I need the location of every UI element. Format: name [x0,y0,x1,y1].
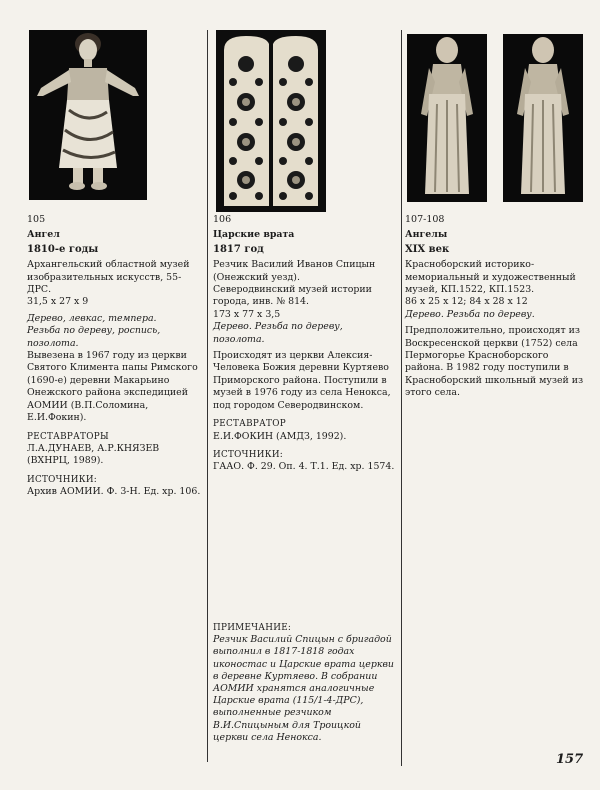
column-divider [207,30,208,762]
entry-material: Дерево, левкас, темпера. [27,312,157,324]
entry-text [213,214,397,474]
restorers-text: Л.А.ДУНАЕВ, А.Р.КНЯЗЕВ (ВХНРЦ, 1989). [27,442,160,467]
entry-number: 107-108 [405,214,445,225]
catalog-entry-106 [213,0,397,790]
entry-dimensions: 31,5 x 27 x 9 [27,296,89,308]
entry-material: Дерево. Резьба по дереву, позолота. [213,321,343,345]
entry-number: 105 [27,214,46,225]
entry-title: Царские врата [213,229,295,241]
angel-sculpture-photo [29,30,147,200]
entry-collection: Архангельский областной музей изобразительных искусств, 55-ДРС. [27,259,190,296]
entry-date: XIX век [405,243,450,255]
restorer-heading: РЕСТАВРАТОР [213,419,286,430]
entry-number: 106 [213,214,232,225]
entry-carver: Резчик Василий Иванов Спицын (Онежский уезд). [213,259,376,283]
angel-figure-right [503,34,583,202]
catalog-entry-107-108 [405,0,585,790]
royal-doors-photo [216,30,326,212]
entry-collection: Красноборский историко-мемориальный и художественный музей, КП.1522, КП.1523. [405,259,576,296]
entry-dimensions: 173 x 77 x 3,5 [213,308,281,320]
angel-photo-left [407,34,487,202]
entry-date: 1817 год [213,243,264,255]
sources-text: ГААО. Ф. 29. Оп. 4. Т.1. Ед. хр. 1574. [213,461,395,473]
note-text: Резчик Василий Спицын с бригадой выполнил в 1817-1818 годах иконостас и Царские врата церкви в деревне Куртяево. В собрании АОМИИ хранятся аналогичные Царские врата (115/1-4-ДРС), выполненные резчиком В.И.Спицыным для Троицкой церкви села Ненокса. [213,634,394,743]
sources-heading: ИСТОЧНИКИ: [27,474,98,485]
note-heading: ПРИМЕЧАНИЕ: [213,623,292,633]
entry-text [27,214,202,499]
angel-photo-right [503,34,583,202]
entry-collection: Северодвинский музей истории города, инв. № 814. [213,284,372,308]
entry-text [405,214,585,400]
entry-dimensions: 86 x 25 x 12; 84 x 28 x 12 [405,296,528,308]
angel-figure-left [407,34,487,202]
royal-doors-carving [216,30,326,212]
angel-sculpture-figure [29,30,147,200]
entry-date: 1810-е годы [27,243,99,255]
column-divider [401,30,402,766]
sources-text: Архив АОМИИ. Ф. 3-Н. Ед. хр. 106. [27,486,201,498]
restorer-text: Е.И.ФОКИН (АМДЗ, 1992). [213,430,347,442]
entry-provenance: Происходят из церкви Алексия-Человека Божия деревни Куртяево Приморского района. Поступили в музей в 1976 году из села Ненокса, под городом Северодвинском. [213,350,391,411]
entry-material: Дерево. Резьба по дереву. [405,308,535,320]
page-number: 157 [556,752,584,767]
entry-title: Ангел [27,229,60,241]
restorers-heading: РЕСТАВРАТОРЫ [27,431,109,442]
entry-provenance: Предположительно, происходят из Воскресенской церкви (1752) села Пермогорье Красноборского района. В 1982 году поступили в Красноборский школьный музей из этого села. [405,325,584,399]
entry-title: Ангелы [405,229,448,241]
sources-heading: ИСТОЧНИКИ: [213,449,284,460]
entry-note [213,622,397,744]
entry-provenance: Вывезена в 1967 году из церкви Святого Климента папы Римского (1690-е) деревни Макарьино Онежского района экспедицией АОМИИ (В.П.Соломина, Е.И.Фокин). [27,350,198,424]
catalog-entry-105 [27,0,202,790]
entry-technique: Резьба по дереву, роспись, позолота. [27,325,161,349]
